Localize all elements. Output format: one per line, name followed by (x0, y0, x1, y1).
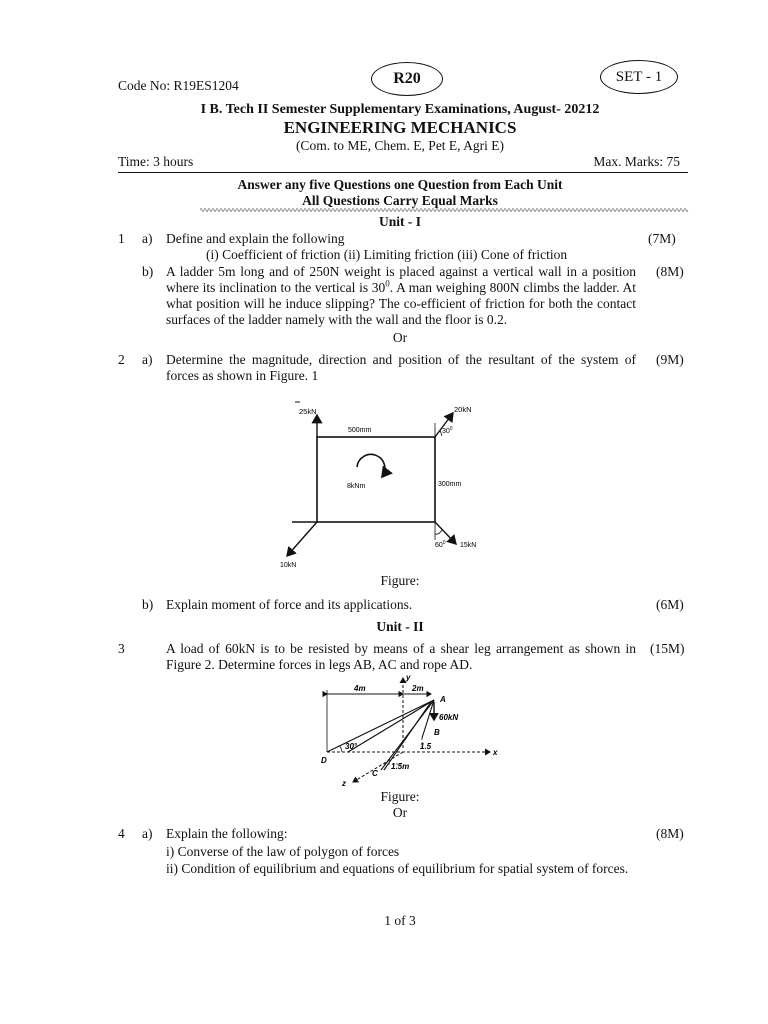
force-10kn-arrow (287, 522, 317, 556)
figure-2-shear-legs (300, 672, 510, 788)
label-z: z (342, 779, 346, 788)
q1a-label: a) (142, 231, 153, 246)
q4a-text: Explain the following: (166, 826, 288, 841)
branches: (Com. to ME, Chem. E, Pet E, Agri E) (295, 138, 505, 153)
or-divider-2: Or (392, 805, 408, 820)
q1b-label: b) (142, 264, 154, 279)
exam-title: I B. Tech II Semester Supplementary Examinations, August- 20212 (200, 102, 600, 117)
q4a-item-1: i) Converse of the law of polygon of forces (166, 844, 400, 859)
label-300mm: 300mm (438, 481, 462, 488)
q1b-text: A ladder 5m long and of 250N weight is placed against a vertical wall in a position where its inclination to the vertical is $30^0$. A man weighing 800N climbs the ladder. At what position will he induce slipping? The co-efficient of friction for both the contact surfaces of the ladder namely with the wall and the floor is 0.2. (166, 264, 636, 327)
header-rule (118, 172, 688, 173)
or-divider-1: Or (392, 330, 408, 345)
angle-30: $30^0$ (442, 426, 453, 435)
rectangle-frame (317, 437, 435, 522)
label-d: D (321, 756, 327, 765)
code-number: Code No: R19ES1204 (118, 78, 239, 93)
q2a-text: Determine the magnitude, direction and position of the resultant of the system of forces as shown in Figure. 1 (166, 352, 636, 383)
q4-number: 4 (118, 826, 125, 841)
label-b: B (434, 728, 440, 737)
label-10kn: 10kN (280, 562, 297, 569)
label-1-5m: 1.5m (391, 762, 410, 771)
label-1-5: 1.5 (420, 742, 432, 751)
label-500mm: 500mm (348, 427, 372, 434)
regulation-badge: R20 (371, 62, 443, 96)
q2b-marks: (6M) (656, 597, 684, 612)
label-c: C (372, 769, 378, 778)
q1a-items: (i) Coefficient of friction (ii) Limiting friction (iii) Cone of friction (206, 247, 568, 262)
q4a-label: a) (142, 826, 153, 841)
label-4m: 4m (354, 684, 366, 693)
figure-1-caption: Figure: (380, 573, 420, 588)
page-number: 1 of 3 (384, 913, 416, 928)
instruction-line-2: All Questions Carry Equal Marks (302, 193, 498, 208)
label-2m: 2m (412, 684, 424, 693)
q3-marks: (15M) (650, 641, 685, 656)
q2-number: 2 (118, 352, 125, 367)
q2a-marks: (9M) (656, 352, 684, 367)
leg-ac (381, 700, 434, 770)
unit-1-title: Unit - I (378, 214, 421, 229)
q3-number: 3 (118, 641, 125, 656)
subject-title: ENGINEERING MECHANICS (283, 118, 517, 137)
q1-number: 1 (118, 231, 125, 246)
q2b-text: Explain moment of force and its applications. (166, 597, 413, 612)
q1a-marks: (7M) (648, 231, 676, 246)
label-20kn: 20kN (454, 405, 472, 414)
rope-ad (327, 700, 434, 752)
q1a-text: Define and explain the following (166, 231, 345, 246)
max-marks: Max. Marks: 75 (593, 154, 680, 169)
label-15kn: 15kN (460, 542, 477, 549)
figure-1-force-system (270, 395, 510, 575)
set-badge: SET - 1 (600, 60, 678, 94)
q2b-label: b) (142, 597, 154, 612)
label-a: A (440, 695, 446, 704)
moment-arrow (357, 454, 385, 477)
label-25kn: 25kN (299, 407, 317, 416)
q1b-marks: (8M) (656, 264, 684, 279)
label-30deg: 30° (345, 742, 358, 751)
figure-2-caption: Figure: (380, 789, 420, 804)
label-60kn: 60kN (439, 713, 459, 722)
degree-sup: 0 (385, 278, 390, 289)
q4a-marks: (8M) (656, 826, 684, 841)
angle-60: $60^0$ (435, 540, 446, 549)
q4a-item-2: ii) Condition of equilibrium and equations of equilibrium for spatial system of forces. (166, 861, 629, 876)
q2a-label: a) (142, 352, 153, 367)
instruction-line-1: Answer any five Questions one Question from Each Unit (237, 177, 563, 192)
time-allowed: Time: 3 hours (118, 154, 194, 169)
label-y: y (406, 673, 411, 682)
wavy-divider (200, 207, 690, 213)
label-8knm: 8kNm (347, 483, 366, 490)
label-x: x (493, 748, 498, 757)
q3-text: A load of 60kN is to be resisted by means of a shear leg arrangement as shown in Figure 2. Determine forces in legs AB, AC and rope AD. (166, 641, 636, 672)
unit-2-title: Unit - II (376, 619, 424, 634)
